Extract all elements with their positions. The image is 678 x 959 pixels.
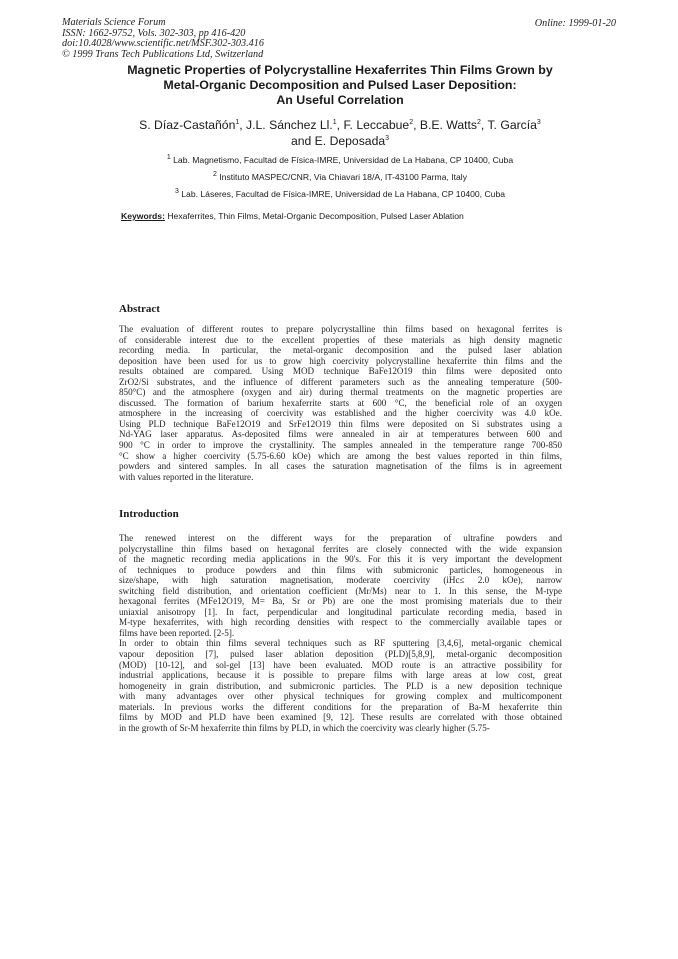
text-line: of the magnetic recording media applications in the 90's. For this it is very important the development	[119, 554, 562, 565]
text-line: discussed. The formation of barium hexaferrite starts at 600 °C, the beneficial role of an oxygen	[119, 397, 562, 408]
text-line: materials. In previous works the different conditions for the preparation of Ba-M hexaferrite thin	[119, 701, 562, 712]
text-line: with values reported in the literature.	[119, 471, 254, 482]
introduction-heading: Introduction	[119, 508, 179, 520]
text-line: switching field distribution, and orientation coefficient (Mr/Ms) near to 1. In this sense, the M-type	[119, 585, 562, 596]
copyright-line: © 1999 Trans Tech Publications Ltd, Switzerland	[62, 48, 264, 60]
abstract-body	[119, 324, 562, 482]
keywords	[121, 211, 464, 221]
affiliation-mark: 3	[174, 188, 179, 196]
text-line: industrial applications, because it is possible to prepare films with large areas at low cost, great	[119, 670, 562, 681]
abstract-heading: Abstract	[119, 303, 160, 315]
author-affiliation-mark: 2	[409, 118, 414, 126]
text-line: films have been reported. [2-5].	[119, 627, 235, 638]
text-line: (MOD) [10-12], and sol-gel [13] have been evaluated. MOD route is an attractive possibility for	[119, 659, 562, 670]
text-line: 900 °C in order to improve the crystallinity. The samples annealed in the temperature range 700-850	[119, 440, 562, 451]
text-line: Nd-YAG laser apparatus. As-deposited films were annealed in air at temperatures between 600 and	[119, 429, 562, 440]
doi-line[interactable]: doi:10.4028/www.scientific.net/MSF.302-303.416	[62, 38, 264, 50]
title-line-3: An Useful Correlation	[276, 93, 404, 107]
author-name: E. Deposada	[314, 133, 386, 148]
author-line-1: S. Díaz-Castañón$^1$, J.L. Sánchez Ll.$^1$, F. Leccabue$^2$, B.E. Watts$^2$, T. García$^3$	[139, 118, 541, 132]
text-line: deposition have been used for us to grow high coercivity polycrystalline hexaferrite thin films and the	[119, 355, 562, 366]
text-line: ZrO2/Si substrates, and the influence of different parameters such as the annealing temperature (500-	[119, 376, 562, 387]
text-line: powders and sintered samples. In all cases the saturation magnetisation of the films is in agreement	[119, 461, 562, 472]
text-line: of considerable interest due to the excellent properties of these materials as high density magnetic	[119, 334, 562, 345]
title-line-2: Metal-Organic Decomposition and Pulsed Laser Deposition:	[163, 78, 517, 92]
affiliation-text: Instituto MASPEC/CNR, Via Chiavari 18/A, IT-43100 Parma, Italy	[219, 172, 468, 182]
text-line: vapour deposition [7], pulsed laser ablation deposition (PLD)[5,8,9], metal-organic decomposition	[119, 649, 562, 660]
online-date: Online: 1999-01-20	[534, 18, 616, 29]
text-line: M-type hexaferrites, with high recording densities with respect to the commercially available tapes or	[119, 617, 562, 628]
affiliation-mark: 1	[166, 154, 171, 162]
text-line: films by MOD and PLD have been examined [9, 12]. These results are correlated with those obtained	[119, 712, 562, 723]
text-line: of techniques to produce powders and thin films with submicronic particles, homogeneous in	[119, 564, 562, 575]
paper-title	[70, 63, 610, 108]
text-line: recording media. In particular, the metal-organic decomposition and the pulsed laser ablation	[119, 345, 562, 356]
text-line: polycrystalline thin films based on hexagonal ferrites are closely connected with the wide expansion	[119, 543, 562, 554]
text-line: in the growth of Sr-M hexaferrite thin films by PLD, in which the coercivity was clearly higher (5.75-	[119, 722, 490, 733]
issn-line: ISSN: 1662-9752, Vols. 302-303, pp 416-420	[62, 27, 246, 39]
text-line: results obtained are compared. Using MOD technique BaFe12O19 thin films were deposited onto	[119, 366, 562, 377]
text-line: °C show a higher coercivity (5.75-6.60 kOe) which are among the best values reported in thin films,	[119, 450, 562, 461]
affiliation-1	[70, 155, 610, 165]
author-affiliation-mark: 3	[536, 118, 541, 126]
author-affiliation-mark: 2	[477, 118, 481, 126]
keywords-label: Keywords:	[121, 211, 165, 221]
affiliation-mark: 2	[212, 171, 217, 179]
affiliation-text: Lab. Magnetismo, Facultad de Física-IMRE, Universidad de La Habana, CP 10400, Cuba	[173, 155, 514, 165]
text-line: size/shape, with high saturation magnetisation, moderate coercivity (iHc≤ 2.0 kOe), narrow	[119, 575, 562, 586]
author-line-2	[70, 134, 610, 150]
author-conjunction: and	[290, 133, 312, 148]
author-name: T. García	[487, 118, 537, 132]
keywords-text: Hexaferrites, Thin Films, Metal-Organic Decomposition, Pulsed Laser Ablation	[167, 211, 464, 221]
title-line-1: Magnetic Properties of Polycrystalline Hexaferrites Thin Films Grown by	[127, 63, 553, 77]
author-affiliation-mark: 3	[385, 134, 390, 142]
text-line: homogeneity in grain distribution, and submicronic particles. The PLD is a new deposition technique	[119, 680, 562, 691]
introduction-body	[119, 533, 562, 733]
author-name: F. Leccabue	[343, 118, 410, 132]
journal-metadata	[62, 18, 264, 60]
affiliation-2	[70, 172, 610, 182]
author-name: B.E. Watts	[419, 118, 477, 132]
text-line: The evaluation of different routes to prepare polycrystalline thin films based on hexagonal ferrites is	[119, 324, 562, 334]
text-line: atmosphere in the increasing of coercivity was established and the higher coercivity was 4.0 kOe.	[119, 408, 562, 419]
journal-name: Materials Science Forum	[62, 17, 166, 28]
text-line: hexagonal ferrites (MFe12O19, M= Ba, Sr or Pb) are one the most promising materials due to their	[119, 596, 562, 607]
affiliation-3	[70, 189, 610, 199]
text-line: The renewed interest on the different ways for the preparation of ultrafine powders and	[119, 533, 562, 543]
text-line: uniaxial anisotropy [1]. In fact, perpendicular and longitudinal particulate recording media, based in	[119, 606, 562, 617]
author-list	[70, 118, 610, 149]
text-line: with many advantages over other physical techniques for growing complex and multicomponent	[119, 691, 562, 702]
text-line: 850°C) and the atmosphere (oxygen and air) during thermal treatments on the magnetic properties are	[119, 387, 562, 398]
affiliation-text: Lab. Láseres, Facultad de Física-IMRE, Universidad de La Habana, CP 10400, Cuba	[181, 189, 506, 199]
author-name: S. Díaz-Castañón	[139, 118, 236, 132]
text-line: Using PLD technique BaFe12O19 and SrFe12O19 thin films were deposited on Si substrates using a	[119, 418, 562, 429]
author-affiliation-mark: 1	[332, 118, 337, 126]
author-name: J.L. Sánchez Ll.	[246, 118, 333, 132]
author-affiliation-mark: 1	[235, 118, 240, 126]
text-line: In order to obtain thin films several techniques such as RF sputtering [3,4,6], metal-organic chemical	[119, 638, 562, 649]
